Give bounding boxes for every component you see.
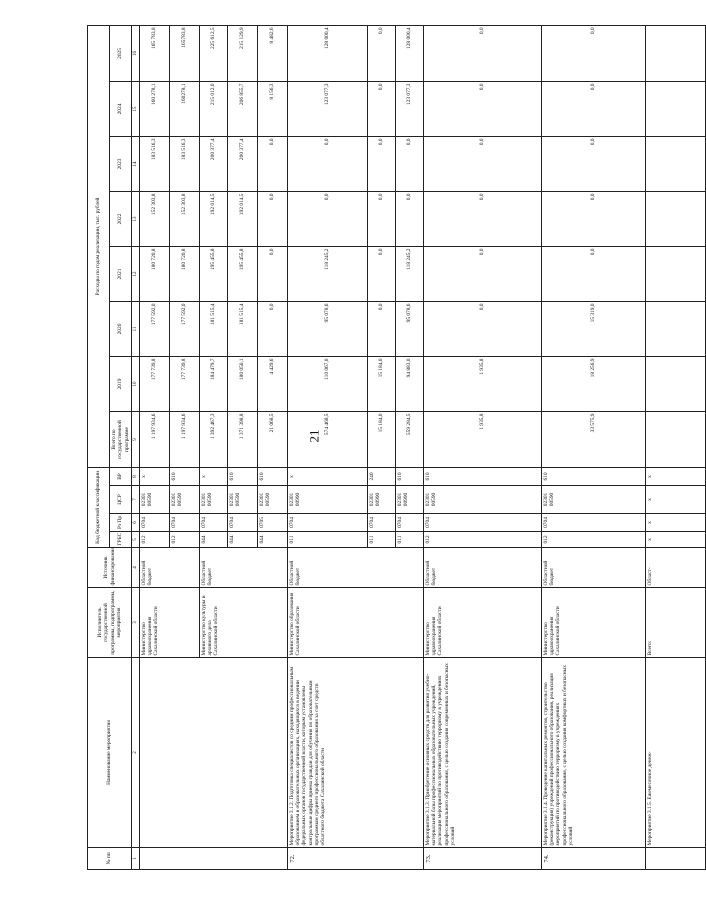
funding-source: Областной бюджет <box>288 548 424 588</box>
funding-source: Областной бюджет <box>200 548 288 588</box>
year-amount: 0,0 <box>424 302 542 357</box>
year-amount: 177 592,0 <box>140 302 170 357</box>
code-rzpr: x <box>646 514 706 532</box>
year-amount: 123 077,3 <box>396 82 424 137</box>
year-amount: 0,0 <box>368 137 396 192</box>
row-number: 74. <box>542 848 646 870</box>
code-vr: x <box>646 468 706 486</box>
column-index-cell: 13 <box>132 192 140 247</box>
code-grbs: 012 <box>170 532 200 548</box>
code-csr: 02301 00990 <box>288 486 368 514</box>
table-row <box>140 25 170 869</box>
column-index-cell: 15 <box>132 82 140 137</box>
column-index-cell: 11 <box>132 302 140 357</box>
code-csr: x <box>646 486 706 514</box>
header-budget-code: Код бюджетной классификации <box>88 468 110 548</box>
table-row <box>424 25 542 869</box>
year-amount: 95 078,6 <box>396 302 424 357</box>
header-csr: ЦСР <box>110 486 132 514</box>
event-name: Мероприятие 3.1.4. Проведение капитальных ремонтов, строительство (реконструкция) учреждений профессионального образования, реализация мероприятий по противодействию терроризму в учреждениях профессионального образования, с целью создания комфортных и безопасных условий <box>542 658 646 848</box>
header-rzpr: Рз Пр <box>110 514 132 532</box>
code-rzpr: 0704 <box>200 514 228 532</box>
executor: Министерство здравоохранения Сахалинской области <box>140 588 200 658</box>
executor: Министерство образования Сахалинской области <box>288 588 424 658</box>
code-vr: 610 <box>396 468 424 486</box>
year-amount: 0,0 <box>424 25 542 81</box>
event-name: Мероприятие 3.1.3. Приобретение основных средств для развития учебно-материальной базы профессиональных образовательных учреждений, реализация мероприятий по противодействию терроризму в учреждениях профессионального образования, с целью создания современных и безопасных условий <box>424 658 542 848</box>
year-amount: 160278,1 <box>170 82 200 137</box>
year-amount: 200 377,4 <box>228 137 258 192</box>
year-amount: 95 078,6 <box>288 302 368 357</box>
page-number: 21 <box>306 429 322 443</box>
executor: Министерство здравоохранения Сахалинской области <box>424 588 542 658</box>
year-amount: 152 303,8 <box>170 192 200 247</box>
total-amount: 1 197 934,6 <box>170 412 200 468</box>
year-amount: 183 516,3 <box>170 137 200 192</box>
total-amount: 1 392 467,3 <box>200 412 228 468</box>
total-amount: 1 197 934,6 <box>140 412 170 468</box>
year-amount: 225 612,5 <box>200 25 228 81</box>
event-name <box>140 658 288 848</box>
total-amount: 574 468,5 <box>288 412 368 468</box>
code-rzpr: 0704 <box>542 514 646 532</box>
year-amount: 15 184,0 <box>368 357 396 412</box>
code-grbs: 044 <box>200 532 228 548</box>
year-amount <box>646 25 706 81</box>
year-amount: 0,0 <box>542 25 646 81</box>
code-csr: 02301 00590 <box>200 486 228 514</box>
header-executor: Исполнитель государственной программы, подпрограммы, мероприятия <box>88 588 132 658</box>
code-vr: x <box>200 468 228 486</box>
header-grbs: ГРБС <box>110 532 132 548</box>
year-amount: 18 256,9 <box>542 357 646 412</box>
column-index-cell: 1 <box>132 848 140 870</box>
header-source: Источник финансирования <box>88 548 132 588</box>
year-amount: 160 278,1 <box>140 82 170 137</box>
executor: Всего: <box>646 588 706 658</box>
code-csr: 02301 00990 <box>368 486 396 514</box>
table-row <box>542 25 646 869</box>
header-year: 2021 <box>110 247 132 302</box>
total-amount: 21 068,5 <box>258 412 288 468</box>
column-index-cell: 14 <box>132 137 140 192</box>
year-amount: 0,0 <box>542 82 646 137</box>
code-rzpr: 0704 <box>170 514 200 532</box>
year-amount: 94 883,0 <box>396 357 424 412</box>
year-amount: 195 455,8 <box>200 247 228 302</box>
year-amount: 165 783,8 <box>140 25 170 81</box>
year-amount: 180 720,8 <box>140 247 170 302</box>
code-csr: 02301 00590 <box>424 486 542 514</box>
year-amount: 165783,8 <box>170 25 200 81</box>
column-index-cell: 4 <box>132 548 140 588</box>
year-amount: 0,0 <box>424 82 542 137</box>
year-amount: 192 014,5 <box>228 192 258 247</box>
code-grbs: 044 <box>258 532 288 548</box>
table-row <box>288 25 368 869</box>
year-amount: 183 516,3 <box>140 137 170 192</box>
code-vr: 610 <box>542 468 646 486</box>
row-number: 72. <box>288 848 424 870</box>
executor: Министерство культуры и архивного дела Сахалинской области <box>200 588 288 658</box>
code-grbs: 011 <box>368 532 396 548</box>
year-amount: 200 377,4 <box>200 137 228 192</box>
header-total: Всего по государственной программе <box>110 412 132 468</box>
code-rzpr: 0704 <box>288 514 368 532</box>
total-amount: 1 935,8 <box>424 412 542 468</box>
column-index-cell: 10 <box>132 357 140 412</box>
column-index-row <box>132 25 140 869</box>
code-rzpr: 0704 <box>396 514 424 532</box>
header-vr: ВР <box>110 468 132 486</box>
row-number <box>646 848 706 870</box>
code-rzpr: 0704 <box>368 514 396 532</box>
column-index-cell: 5 <box>132 532 140 548</box>
total-amount: 1 371 398,8 <box>228 412 258 468</box>
year-amount: 195 455,8 <box>228 247 258 302</box>
year-amount: 0,0 <box>368 82 396 137</box>
total-amount: 33 575,9 <box>542 412 646 468</box>
code-csr: 02301 00590 <box>258 486 288 514</box>
year-amount: 180 720,8 <box>170 247 200 302</box>
year-amount <box>646 302 706 357</box>
year-amount <box>646 357 706 412</box>
year-amount: 0,0 <box>258 247 288 302</box>
year-amount: 0,0 <box>368 247 396 302</box>
table-row <box>646 25 706 869</box>
year-amount: 128 000,4 <box>396 25 424 81</box>
year-amount: 192 014,5 <box>200 192 228 247</box>
year-amount: 118 245,2 <box>288 247 368 302</box>
column-index-cell: 12 <box>132 247 140 302</box>
year-amount: 152 303,8 <box>140 192 170 247</box>
code-vr: 610 <box>424 468 542 486</box>
year-amount: 177 739,8 <box>140 357 170 412</box>
year-amount: 0,0 <box>368 192 396 247</box>
total-amount: 15 184,0 <box>368 412 396 468</box>
column-index-cell: 7 <box>132 486 140 514</box>
funding-source: Областной бюджет <box>140 548 200 588</box>
year-amount: 0,0 <box>396 137 424 192</box>
funding-source: Областной бюджет <box>542 548 646 588</box>
code-vr: x <box>288 468 368 486</box>
column-index-cell: 16 <box>132 25 140 81</box>
year-amount: 4 429,6 <box>258 357 288 412</box>
year-amount: 128 000,4 <box>288 25 368 81</box>
code-grbs: 011 <box>288 532 368 548</box>
code-grbs: x <box>646 532 706 548</box>
year-amount: 118 245,2 <box>396 247 424 302</box>
funding-source: Областной бюджет <box>424 548 542 588</box>
year-amount: 0,0 <box>368 302 396 357</box>
code-csr: 02301 00590 <box>228 486 258 514</box>
code-csr: 02301 00590 <box>542 486 646 514</box>
header-year: 2020 <box>110 302 132 357</box>
code-rzpr: 0704 <box>228 514 258 532</box>
year-amount: 0,0 <box>424 137 542 192</box>
column-index-cell: 8 <box>132 468 140 486</box>
year-amount: 0,0 <box>258 192 288 247</box>
column-index-cell: 3 <box>132 588 140 658</box>
header-no: № пп <box>88 848 132 870</box>
code-vr: 610 <box>170 468 200 486</box>
column-index-cell: 9 <box>132 412 140 468</box>
code-vr: x <box>140 468 170 486</box>
year-amount: 8 156,3 <box>258 82 288 137</box>
event-name: Мероприятие 3.1.2. Подготовка специалистов со средним профессиональным образованием в образовательных организациях, находящихся в ведении федеральных органов государственной власти, которым установлены контрольные цифры приема граждан для обучения по образовательным программам среднего профессионального образования за счет средств областного бюджета Сахалинской области <box>288 658 424 848</box>
column-index-cell: 2 <box>132 658 140 848</box>
year-amount: 0,0 <box>542 192 646 247</box>
total-amount: 559 284,5 <box>396 412 424 468</box>
executor: Министерство здравоохранения Сахалинской области <box>542 588 646 658</box>
year-amount: 0,0 <box>542 137 646 192</box>
code-rzpr: 0705 <box>258 514 288 532</box>
funding-source: Област- <box>646 548 706 588</box>
year-amount: 0,0 <box>258 137 288 192</box>
expenses-table <box>87 26 653 870</box>
year-amount: 206 855,7 <box>228 82 258 137</box>
year-amount <box>646 192 706 247</box>
year-amount <box>646 82 706 137</box>
code-csr: 02301 00590 <box>170 486 200 514</box>
header-year: 2023 <box>110 137 132 192</box>
row-number <box>140 848 288 870</box>
code-rzpr: 0704 <box>140 514 170 532</box>
year-amount: 181 515,4 <box>228 302 258 357</box>
header-expenses: Расходы по годам реализации, тыс. рублей <box>88 25 110 467</box>
year-amount: 0,0 <box>258 302 288 357</box>
year-amount: 184 479,7 <box>200 357 228 412</box>
code-csr: 02301 00590 <box>140 486 170 514</box>
code-csr: 02301 00990 <box>396 486 424 514</box>
header-year: 2024 <box>110 82 132 137</box>
year-amount: 0,0 <box>424 192 542 247</box>
year-amount: 8 482,6 <box>258 25 288 81</box>
code-grbs: 011 <box>396 532 424 548</box>
year-amount: 0,0 <box>542 247 646 302</box>
year-amount: 1 935,8 <box>424 357 542 412</box>
year-amount: 0,0 <box>288 192 368 247</box>
code-vr: 240 <box>368 468 396 486</box>
year-amount: 0,0 <box>424 247 542 302</box>
year-amount <box>646 247 706 302</box>
code-grbs: 012 <box>424 532 542 548</box>
column-index-cell: 6 <box>132 514 140 532</box>
code-vr: 610 <box>258 468 288 486</box>
code-rzpr: 0704 <box>424 514 542 532</box>
year-amount: 123 077,3 <box>288 82 368 137</box>
year-amount: 0,0 <box>368 25 396 81</box>
year-amount: 177 739,8 <box>170 357 200 412</box>
code-grbs: 012 <box>140 532 170 548</box>
year-amount: 0,0 <box>396 192 424 247</box>
year-amount: 177 592,0 <box>170 302 200 357</box>
year-amount: 0,0 <box>288 137 368 192</box>
year-amount: 180 050,1 <box>228 357 258 412</box>
year-amount: 15 319,0 <box>542 302 646 357</box>
header-year: 2019 <box>110 357 132 412</box>
event-name: Мероприятие 3.1.5. Ежемесячное денеж- <box>646 658 706 848</box>
code-grbs: 044 <box>228 532 258 548</box>
year-amount: 215 129,9 <box>228 25 258 81</box>
row-number: 73. <box>424 848 542 870</box>
header-event: Наименование мероприятия <box>88 658 132 848</box>
year-amount: 181 515,4 <box>200 302 228 357</box>
year-amount: 110 067,0 <box>288 357 368 412</box>
header-year: 2022 <box>110 192 132 247</box>
total-amount <box>646 412 706 468</box>
year-amount <box>646 137 706 192</box>
code-grbs: 012 <box>542 532 646 548</box>
code-vr: 610 <box>228 468 258 486</box>
year-amount: 215 012,0 <box>200 82 228 137</box>
header-year: 2025 <box>110 25 132 81</box>
